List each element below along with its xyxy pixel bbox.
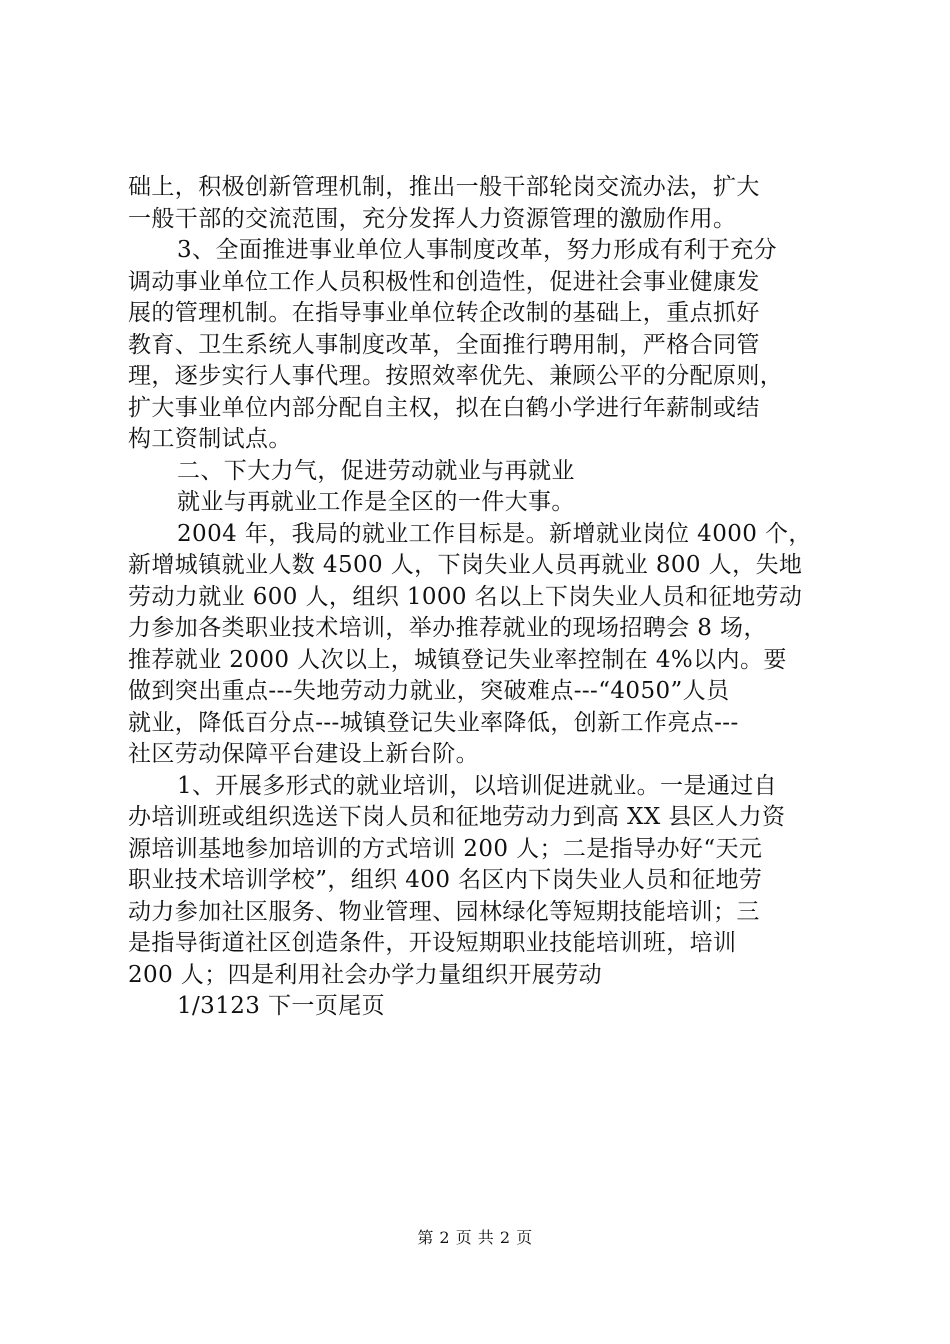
text-line: 是指导街道社区创造条件，开设短期职业技能培训班，培训 [128,930,737,956]
text-line: 1、开展多形式的就业培训，以培训促进就业。一是通过自 [177,772,778,799]
text-line: 职业技术培训学校”，组织 400 名区内下岗失业人员和征地劳 [128,867,763,893]
text-line: 就业与再就业工作是全区的一件大事。 [177,489,575,515]
page-footer: 第 2 页 共 2 页 [417,1228,533,1247]
text-line: 调动事业单位工作人员积极性和创造性，促进社会事业健康发 [128,268,760,295]
text-line: 理，逐步实行人事代理。按照效率优先、兼顾公平的分配原则， [128,363,784,389]
text-line: 构工资制试点。 [128,426,292,452]
text-line: 200 人；四是利用社会办学力量组织开展劳动 [128,961,603,988]
text-line: 3、全面推进事业单位人事制度改革，努力形成有利于充分 [177,237,778,263]
text-line: 扩大事业单位内部分配自主权，拟在白鹤小学进行年薪制或结 [128,394,760,421]
text-line: 动力参加社区服务、物业管理、园林绿化等短期技能培训；三 [128,898,760,925]
text-line: 展的管理机制。在指导事业单位转企改制的基础上，重点抓好 [128,300,760,326]
text-line: 做到突出重点---失地劳动力就业，突破难点---“4050”人员 [128,678,730,704]
text-line: 新增城镇就业人数 4500 人，下岗失业人员再就业 800 人，失地 [128,552,803,578]
text-line: 劳动力就业 600 人，组织 1000 名以上下岗失业人员和征地劳动 [128,583,803,610]
section-heading: 二、下大力气，促进劳动就业与再就业 [177,457,575,484]
text-line: 推荐就业 2000 人次以上，城镇登记失业率控制在 4%以内。要 [128,646,787,673]
text-line: 教育、卫生系统人事制度改革，全面推行聘用制，严格合同管 [128,331,760,358]
text-line: 办培训班或组织选送下岗人员和征地劳动力到高 XX 县区人力资 [128,804,786,830]
text-line: 力参加各类职业技术培训，举办推荐就业的现场招聘会 8 场， [128,615,767,641]
document-body [128,172,828,1023]
text-line: 源培训基地参加培训的方式培训 200 人；二是指导办好“天元 [128,835,763,862]
text-line: 就业，降低百分点---城镇登记失业率降低，创新工作亮点--- [128,709,739,736]
text-line: 2004 年，我局的就业工作目标是。新增就业岗位 4000 个， [177,520,812,547]
pagination-text: 1/3123 下一页尾页 [177,993,386,1019]
text-line: 一般干部的交流范围，充分发挥人力资源管理的激励作用。 [128,205,737,232]
text-line: 社区劳动保障平台建设上新台阶。 [128,741,479,767]
text-line: 础上，积极创新管理机制，推出一般干部轮岗交流办法，扩大 [128,174,760,200]
